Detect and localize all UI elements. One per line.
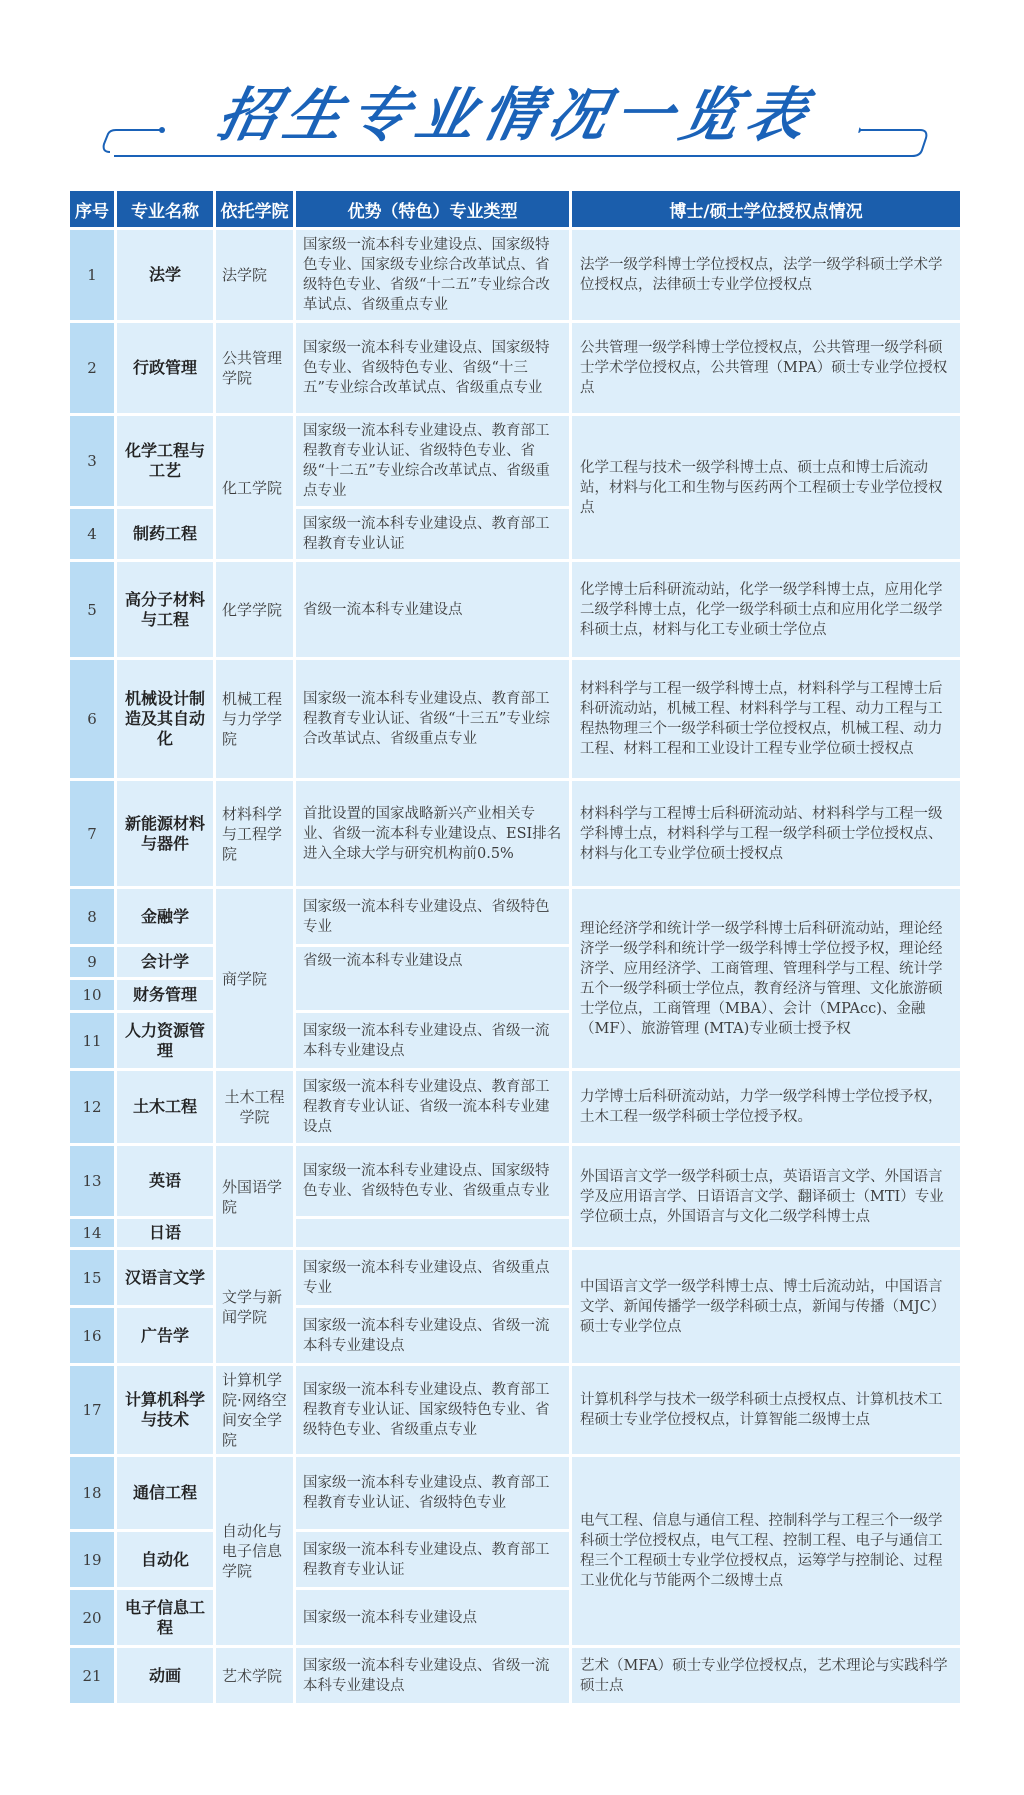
table-row: [70, 1457, 960, 1529]
major-type: 国家级一流本科专业建设点、省级重点专业: [296, 1250, 569, 1305]
row-no: 12: [70, 1071, 114, 1143]
major-type: 国家级一流本科专业建设点、省级一流本科专业建设点: [296, 1308, 569, 1363]
row-no: 17: [70, 1366, 114, 1454]
major-type: [296, 1219, 569, 1247]
row-no: 1: [70, 230, 114, 320]
row-no: 8: [70, 889, 114, 944]
major-name: 土木工程: [117, 1071, 213, 1143]
major-type: 省级一流本科专业建设点: [296, 562, 569, 657]
table-header-row: [70, 191, 960, 227]
major-name: 动画: [117, 1648, 213, 1703]
college: 公共管理学院: [216, 323, 293, 413]
major-type: 国家级一流本科专业建设点、国家级特色专业、省级特色专业、省级重点专业: [296, 1146, 569, 1216]
degree-auth: 法学一级学科博士学位授权点，法学一级学科硕士学术学位授权点，法律硕士专业学位授权点: [572, 230, 960, 320]
major-name: 计算机科学与技术: [117, 1366, 213, 1454]
row-no: 7: [70, 781, 114, 886]
page-title-banner: [100, 80, 930, 160]
degree-auth: 计算机科学与技术一级学科硕士点授权点、计算机技术工程硕士专业学位授权点，计算智能二级博士点: [572, 1366, 960, 1454]
major-name: 法学: [117, 230, 213, 320]
row-no: 20: [70, 1590, 114, 1645]
major-name: 汉语言文学: [117, 1250, 213, 1305]
major-type: 国家级一流本科专业建设点: [296, 1590, 569, 1645]
table-row: [70, 562, 960, 657]
college: 化学学院: [216, 562, 293, 657]
row-no: 9: [70, 947, 114, 977]
college: 法学院: [216, 230, 293, 320]
college: 材料科学与工程学院: [216, 781, 293, 886]
major-type: 国家级一流本科专业建设点、教育部工程教育专业认证、省级一流本科专业建设点: [296, 1071, 569, 1143]
row-no: 11: [70, 1013, 114, 1068]
row-no: 4: [70, 509, 114, 559]
header-major-type: 优势（特色）专业类型: [296, 191, 569, 227]
major-name: 通信工程: [117, 1457, 213, 1529]
major-type: 国家级一流本科专业建设点、省级特色专业: [296, 889, 569, 944]
degree-auth: 化学博士后科研流动站，化学一级学科博士点，应用化学二级学科博士点，化学一级学科硕士点和应用化学二级学科硕士点，材料与化工专业硕士学位点: [572, 562, 960, 657]
table-row: [70, 1250, 960, 1305]
major-type: 国家级一流本科专业建设点、国家级特色专业、省级特色专业、省级“十三五”专业综合改革试点、省级重点专业: [296, 323, 569, 413]
major-name: 日语: [117, 1219, 213, 1247]
college: 计算机学院·网络空间安全学院: [216, 1366, 293, 1454]
table-row: [70, 1366, 960, 1454]
college: 机械工程与力学学院: [216, 660, 293, 778]
college: 化工学院: [216, 416, 293, 559]
major-name: 新能源材料与器件: [117, 781, 213, 886]
college: 文学与新闻学院: [216, 1250, 293, 1363]
major-name: 化学工程与工艺: [117, 416, 213, 506]
header-college: 依托学院: [216, 191, 293, 227]
row-no: 2: [70, 323, 114, 413]
major-name: 高分子材料与工程: [117, 562, 213, 657]
row-no: 16: [70, 1308, 114, 1363]
major-type: 国家级一流本科专业建设点、教育部工程教育专业认证、省级特色专业、省级“十二五”专业综合改革试点、省级重点专业: [296, 416, 569, 506]
major-type: 国家级一流本科专业建设点、国家级特色专业、国家级专业综合改革试点、省级特色专业、省级“十二五”专业综合改革试点、省级重点专业: [296, 230, 569, 320]
major-type: 省级一流本科专业建设点: [296, 947, 569, 1010]
college: 土木工程学院: [216, 1071, 293, 1143]
major-name: 英语: [117, 1146, 213, 1216]
major-name: 人力资源管理: [117, 1013, 213, 1068]
row-no: 3: [70, 416, 114, 506]
major-type: 国家级一流本科专业建设点、教育部工程教育专业认证: [296, 509, 569, 559]
row-no: 10: [70, 980, 114, 1010]
major-name: 机械设计制造及其自动化: [117, 660, 213, 778]
degree-auth: 化学工程与技术一级学科博士点、硕士点和博士后流动站，材料与化工和生物与医药两个工程硕士专业学位授权点: [572, 416, 960, 559]
table-row: [70, 1071, 960, 1143]
major-type: 国家级一流本科专业建设点、省级一流本科专业建设点: [296, 1013, 569, 1068]
major-name: 自动化: [117, 1532, 213, 1587]
major-type: 国家级一流本科专业建设点、教育部工程教育专业认证、国家级特色专业、省级特色专业、省级重点专业: [296, 1366, 569, 1454]
row-no: 14: [70, 1219, 114, 1247]
row-no: 18: [70, 1457, 114, 1529]
table-row: [70, 230, 960, 320]
major-name: 会计学: [117, 947, 213, 977]
row-no: 21: [70, 1648, 114, 1703]
degree-auth: 理论经济学和统计学一级学科博士后科研流动站，理论经济学一级学科和统计学一级学科博士学位授予权，理论经济学、应用经济学、工商管理、管理科学与工程、统计学五个一级学科硕士学位点，教育经济与管理、文化旅游硕士学位点，工商管理（MBA）、会计（MPAcc)、金融（MF）、旅游管理 (MTA)专业硕士授予权: [572, 889, 960, 1068]
major-name: 金融学: [117, 889, 213, 944]
table-row: [70, 323, 960, 413]
majors-table: [67, 188, 963, 1706]
major-name: 制药工程: [117, 509, 213, 559]
table-row: [70, 1648, 960, 1703]
table-row: [70, 889, 960, 944]
degree-auth: 艺术（MFA）硕士专业学位授权点，艺术理论与实践科学硕士点: [572, 1648, 960, 1703]
major-type: 国家级一流本科专业建设点、教育部工程教育专业认证、省级“十三五”专业综合改革试点、省级重点专业: [296, 660, 569, 778]
table-row: [70, 660, 960, 778]
degree-auth: 材料科学与工程一级学科博士点，材料科学与工程博士后科研流动站，机械工程、材料科学与工程、动力工程与工程热物理三个一级学科硕士学位授权点，机械工程、动力工程、材料工程和工业设计工程专业学位硕士授权点: [572, 660, 960, 778]
college: 商学院: [216, 889, 293, 1068]
table-row: [70, 781, 960, 886]
major-name: 财务管理: [117, 980, 213, 1010]
header-major-name: 专业名称: [117, 191, 213, 227]
row-no: 19: [70, 1532, 114, 1587]
row-no: 6: [70, 660, 114, 778]
row-no: 13: [70, 1146, 114, 1216]
header-degree-auth: 博士/硕士学位授权点情况: [572, 191, 960, 227]
row-no: 5: [70, 562, 114, 657]
page-title: 招生专业情况一览表: [163, 80, 870, 150]
major-type: 首批设置的国家战略新兴产业相关专业、省级一流本科专业建设点、ESI排名进入全球大学与研究机构前0.5%: [296, 781, 569, 886]
table-row: [70, 416, 960, 506]
row-no: 15: [70, 1250, 114, 1305]
major-name: 广告学: [117, 1308, 213, 1363]
degree-auth: 材料科学与工程博士后科研流动站、材料科学与工程一级学科博士点，材料科学与工程一级学科硕士学位授权点、材料与化工专业学位硕士授权点: [572, 781, 960, 886]
major-type: 国家级一流本科专业建设点、教育部工程教育专业认证: [296, 1532, 569, 1587]
degree-auth: 中国语言文学一级学科博士点、博士后流动站，中国语言文学、新闻传播学一级学科硕士点，新闻与传播（MJC）硕士专业学位点: [572, 1250, 960, 1363]
major-name: 电子信息工程: [117, 1590, 213, 1645]
major-type: 国家级一流本科专业建设点、省级一流本科专业建设点: [296, 1648, 569, 1703]
degree-auth: 力学博士后科研流动站，力学一级学科博士学位授予权，土木工程一级学科硕士学位授予权。: [572, 1071, 960, 1143]
college: 艺术学院: [216, 1648, 293, 1703]
degree-auth: 公共管理一级学科博士学位授权点，公共管理一级学科硕士学术学位授权点，公共管理（MPA）硕士专业学位授权点: [572, 323, 960, 413]
college: 外国语学院: [216, 1146, 293, 1247]
college: 自动化与电子信息学院: [216, 1457, 293, 1645]
degree-auth: 电气工程、信息与通信工程、控制科学与工程三个一级学科硕士学位授权点，电气工程、控制工程、电子与通信工程三个工程硕士专业学位授权点，运筹学与控制论、过程工业优化与节能两个二级博士点: [572, 1457, 960, 1645]
header-no: 序号: [70, 191, 114, 227]
major-type: 国家级一流本科专业建设点、教育部工程教育专业认证、省级特色专业: [296, 1457, 569, 1529]
table-row: [70, 1146, 960, 1216]
degree-auth: 外国语言文学一级学科硕士点，英语语言文学、外国语言学及应用语言学、日语语言文学、翻译硕士（MTI）专业学位硕士点，外国语言与文化二级学科博士点: [572, 1146, 960, 1247]
major-name: 行政管理: [117, 323, 213, 413]
